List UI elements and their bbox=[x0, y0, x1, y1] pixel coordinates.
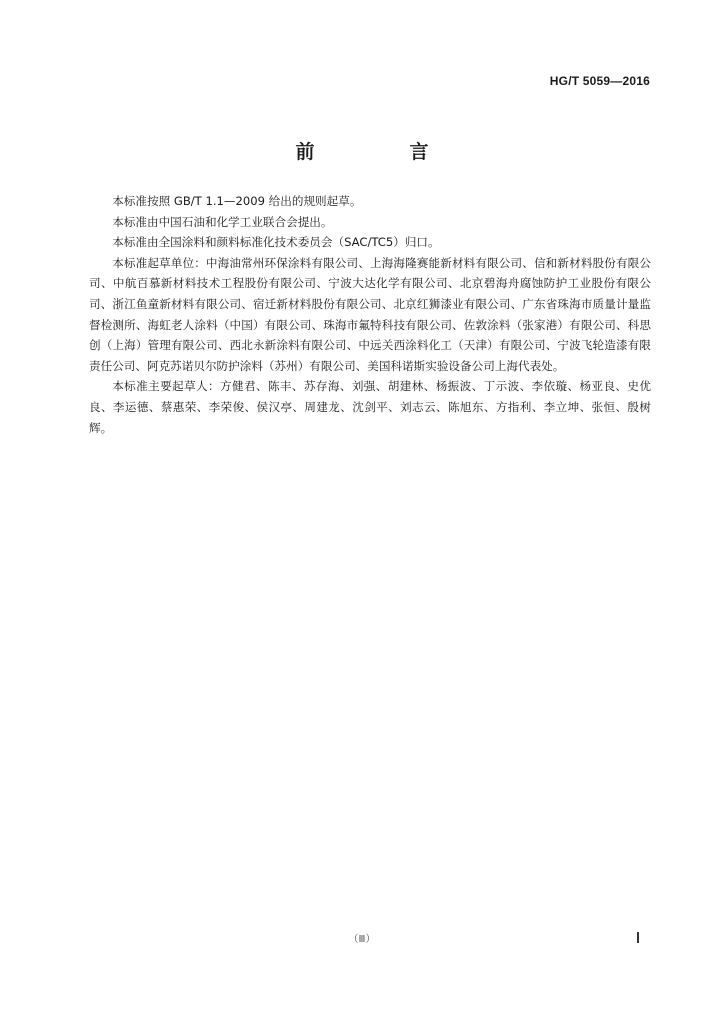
paragraph-proposer: 本标准由中国石油和化学工业联合会提出。 bbox=[112, 214, 333, 229]
standard-code: HG/T 5059—2016 bbox=[549, 74, 650, 88]
foreword-body bbox=[89, 191, 651, 438]
paragraph-drafters: 本标准主要起草人：方健君、陈丰、苏存海、刘强、胡建林、杨振波、丁示波、李依璇、杨亚良、史优良、李运德、蔡惠荣、李荣俊、侯汉亭、周建龙、沈剑平、刘志云、陈旭东、方指利、李立坤、张恒、殷树辉。 bbox=[89, 379, 651, 435]
paragraph-centralized: 本标准由全国涂料和颜料标准化技术委员会（SAC/TC5）归口。 bbox=[112, 235, 440, 250]
paragraph-drafting-rules: 本标准按照 GB/T 1.1—2009 给出的规则起草。 bbox=[112, 194, 362, 208]
page-number: （Ⅲ） bbox=[348, 934, 376, 945]
page-title: 前 言 bbox=[295, 141, 467, 163]
paragraph-drafting-units: 本标准起草单位：中海油常州环保涂料有限公司、上海海隆赛能新材料有限公司、信和新材料股份有限公司、中航百慕新材料技术工程股份有限公司、宁波大达化学有限公司、北京碧海舟腐蚀防护工业股份有限公司、浙江鱼童新材料有限公司、宿迁新材料股份有限公司、北京红狮漆业有限公司、广东省珠海市质量计量监督检测所、海虹老人涂料（中国）有限公司、珠海市氟特科技有限公司、佐敦涂料（张家港）有限公司、科思创（上海）管理有限公司、西北永新涂料有限公司、中远关西涂料化工（天津）有限公司、宁波飞轮造漆有限责任公司、阿克苏诺贝尔防护涂料（苏州）有限公司、美国科诺斯实验设备公司上海代表处。 bbox=[89, 255, 651, 373]
edge-mark bbox=[637, 932, 639, 943]
